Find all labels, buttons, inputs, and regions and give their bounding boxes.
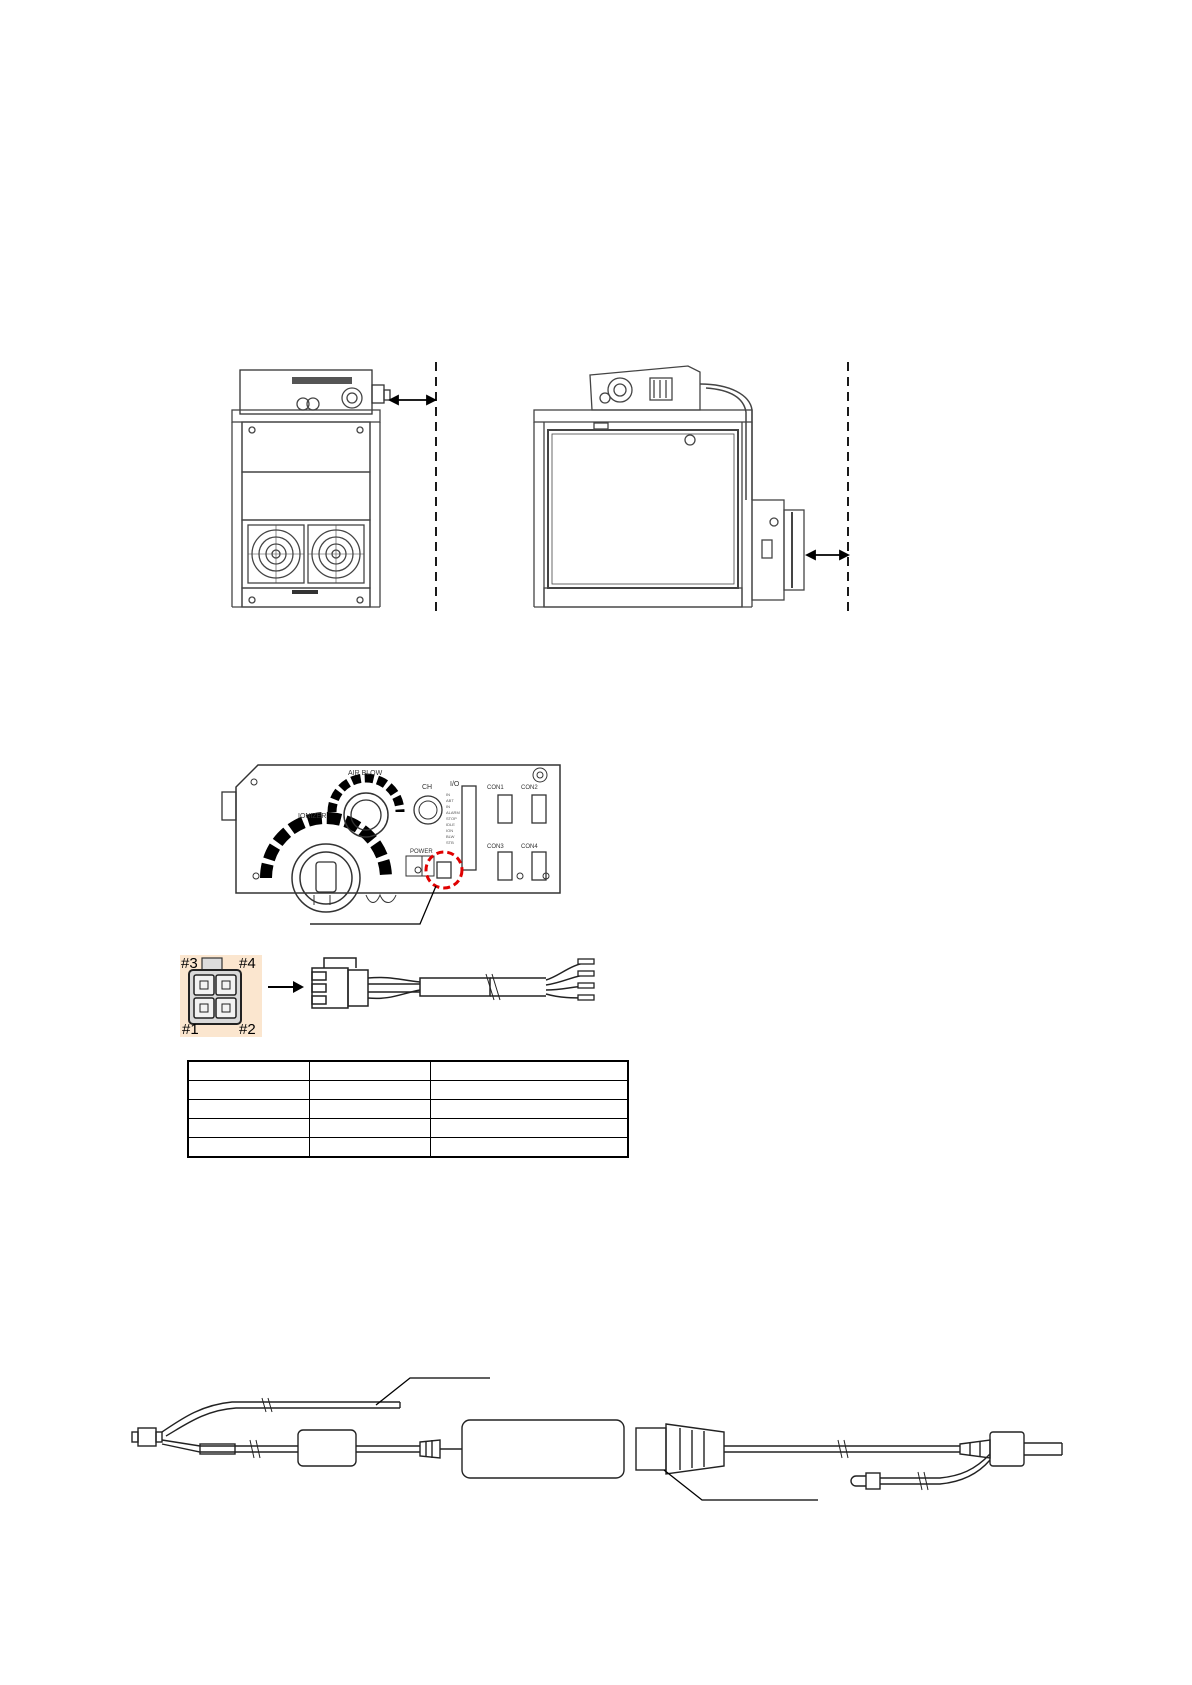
- power-connector-highlight: [426, 852, 462, 888]
- table-row: [188, 1119, 628, 1138]
- power-cable-drawing: [260, 950, 620, 1020]
- svg-text:ALARM: ALARM: [446, 810, 460, 815]
- table-row: [188, 1061, 628, 1081]
- svg-text:ABT: ABT: [446, 798, 454, 803]
- front-clearance-dimension: [390, 362, 436, 612]
- side-view: [534, 366, 804, 607]
- con1-label: CON1: [487, 785, 504, 791]
- con2-label: CON2: [521, 785, 538, 791]
- svg-text:IN: IN: [446, 792, 450, 797]
- pin2-label: #2: [239, 1021, 256, 1038]
- svg-text:BLW: BLW: [446, 834, 455, 839]
- power-label: POWER: [410, 849, 433, 855]
- table-row: [188, 1081, 628, 1100]
- ch-label: CH: [422, 784, 433, 791]
- svg-text:IDLE: IDLE: [446, 822, 455, 827]
- control-panel-figure: [0, 740, 700, 940]
- pin4-label: #4: [239, 955, 256, 972]
- side-clearance-dimension: [807, 362, 848, 612]
- pin1-label: #1: [182, 1021, 199, 1038]
- svg-text:STOP: STOP: [446, 816, 457, 821]
- table-row: [188, 1100, 628, 1119]
- svg-text:IN: IN: [446, 804, 450, 809]
- con3-label: CON3: [487, 844, 504, 850]
- pin3-label: #3: [181, 955, 198, 972]
- table-row: [188, 1138, 628, 1158]
- con4-label: CON4: [521, 844, 538, 850]
- pin-assignment-table: [187, 1060, 629, 1158]
- ac-adapter-cable-figure: [0, 1370, 1192, 1510]
- ionizer-dial: [266, 813, 386, 912]
- front-view: [232, 370, 390, 607]
- air-blow-label: AIR BLOW: [348, 770, 383, 777]
- io-label: I/O: [450, 781, 460, 788]
- svg-text:ION: ION: [446, 828, 454, 833]
- unit-views-figure: [0, 0, 1192, 640]
- svg-text:STB: STB: [446, 840, 454, 845]
- ionizer-label: IONIZER: [298, 813, 327, 820]
